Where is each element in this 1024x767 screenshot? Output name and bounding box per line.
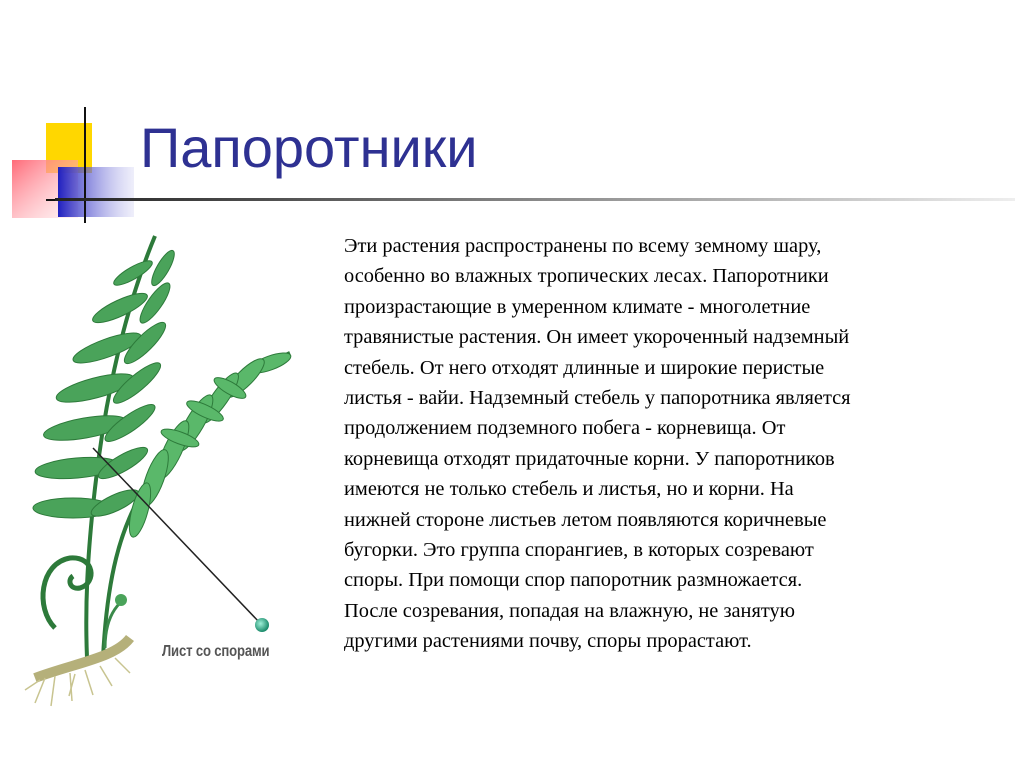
paragraph-line: нижней стороне листьев летом появляются коричневые — [344, 508, 827, 531]
paragraph-line: бугорки. Это группа спорангиев, в которых созревают — [344, 539, 814, 562]
paragraph-line: другими растениями почву, споры прорастают. — [344, 630, 752, 653]
paragraph-line: споры. При помощи спор папоротник размножается. — [344, 569, 803, 592]
corner-squares-logo-icon — [10, 105, 150, 225]
image-caption: Лист со спорами — [162, 643, 270, 660]
paragraph-line: Эти растения распространены по всему земному шару, — [344, 235, 822, 257]
paragraph-line: стебель. От него отходят длинные и широкие перистые — [344, 356, 825, 379]
slide-paragraph — [344, 231, 994, 657]
paragraph-line: особенно во влажных тропических лесах. Папоротники — [344, 265, 829, 288]
slide-title: Папоротники — [140, 116, 478, 179]
paragraph-line: листья - вайи. Надземный стебель у папоротника является — [344, 387, 851, 410]
title-underline — [55, 197, 1015, 203]
paragraph-line: имеются не только стебель и листья, но и корни. На — [344, 478, 794, 501]
paragraph-line: травянистые растения. Он имеет укороченный надземный — [344, 326, 850, 349]
paragraph-line: корневища отходят придаточные корни. У папоротников — [344, 447, 835, 470]
paragraph-line: продолжением подземного побега - корневища. От — [344, 417, 786, 440]
paragraph-line: После созревания, попадая на влажную, не занятую — [344, 599, 795, 622]
paragraph-line: произрастающие в умеренном климате - многолетние — [344, 295, 811, 318]
